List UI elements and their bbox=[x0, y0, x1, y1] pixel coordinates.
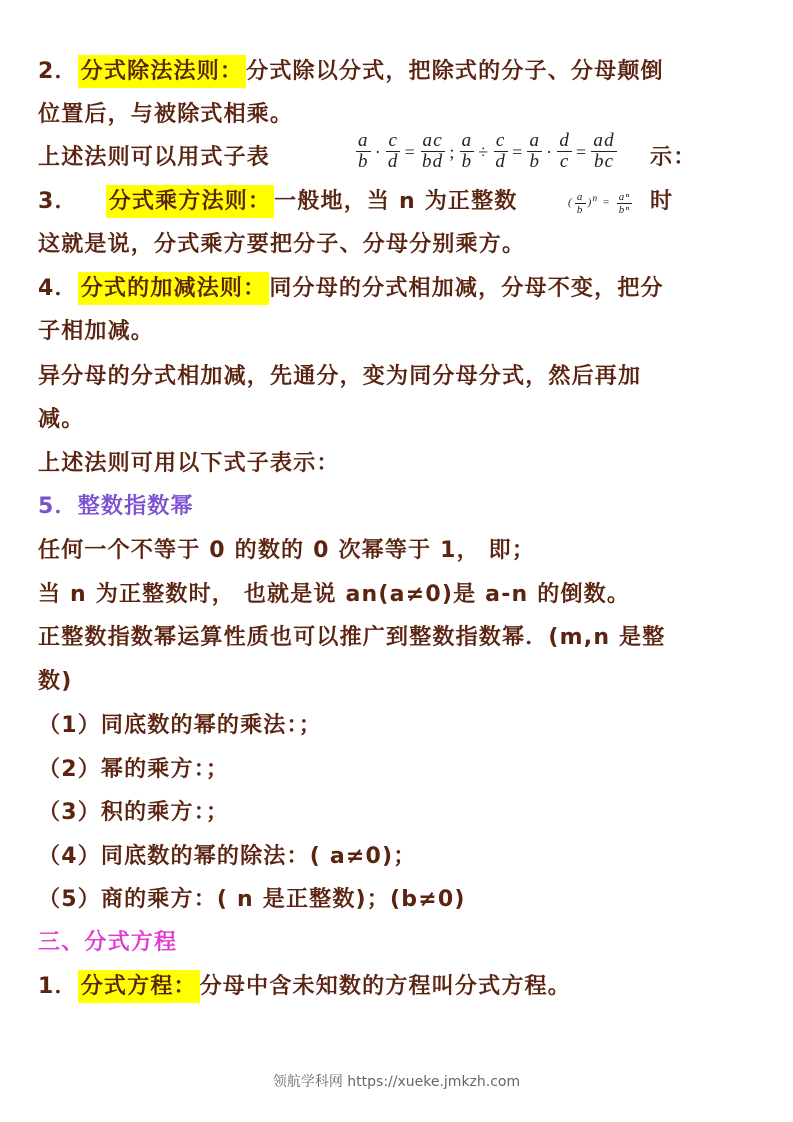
rule-title-highlight: 分式的加减法则： bbox=[78, 272, 270, 305]
exponent-rule-item: （1）同底数的幂的乘法：； bbox=[38, 713, 322, 738]
rule-text: 分母中含未知数的方程叫分式方程。 bbox=[199, 974, 571, 999]
power-formula: ( $\frac{a}{b}$ )$^n$ = $\frac{\text{aⁿ}}{\text{bⁿ}}$ bbox=[568, 190, 631, 216]
rule-text-end: 时 bbox=[650, 189, 674, 214]
section-4-line-1 bbox=[38, 274, 753, 304]
fraction: $\frac{ac}{bd}$ bbox=[421, 130, 444, 172]
rule-text: 同分母的分式相加减，分母不变，把分 bbox=[269, 276, 664, 301]
fraction: $\frac{a}{b}$ bbox=[529, 130, 541, 172]
rule-text: 分式除以分式，把除式的分子、分母颠倒 bbox=[246, 59, 664, 84]
section-3-line-1 bbox=[38, 187, 753, 217]
section-3-line-2: 这就是说，分式乘方要把分子、分母分别乘方。 bbox=[38, 232, 526, 257]
section-number: 3． bbox=[38, 189, 78, 214]
division-formula: $\frac{a}{b}$ · $\frac{c}{d}$ = $\frac{ac}{bd}$ ; $\frac{a}{b}$ ÷ $\frac{c}{d}$ = $\frac{a}{b}$ · $\frac{d}{c}$ = $\frac{ad}{bc}$ bbox=[358, 130, 615, 172]
section-5-line-2: 当 n 为正整数时， 也就是说 an(a≠0)是 a-n 的倒数。 bbox=[38, 582, 631, 607]
fraction: $\frac{ad}{bc}$ bbox=[593, 130, 615, 172]
fraction: $\frac{c}{d}$ bbox=[495, 130, 507, 172]
section-5-heading: 5．整数指数幂 bbox=[38, 494, 194, 519]
exponent-rule-item: （4）同底数的幂的除法：( a≠0)； bbox=[38, 844, 417, 869]
section-4-line-4: 减。 bbox=[38, 407, 85, 432]
section-2-line-2: 位置后，与被除式相乘。 bbox=[38, 102, 294, 127]
section-5-line-4: 数) bbox=[38, 669, 73, 694]
exponent-rule-item: （3）积的乘方：； bbox=[38, 800, 230, 825]
section-4-line-2: 子相加减。 bbox=[38, 319, 155, 344]
section-number: 2． bbox=[38, 59, 78, 84]
section-number: 4． bbox=[38, 276, 78, 301]
section-4-line-3: 异分母的分式相加减，先通分，变为同分母分式，然后再加 bbox=[38, 364, 642, 389]
exponent-rule-item: （5）商的乘方：( n 是正整数)；(b≠0) bbox=[38, 887, 466, 912]
fraction: $\frac{c}{d}$ bbox=[387, 130, 399, 172]
section-6-line-1 bbox=[38, 972, 753, 1002]
section-number: 1． bbox=[38, 974, 78, 999]
section-4-line-5: 上述法则可用以下式子表示： bbox=[38, 451, 340, 476]
formula-intro-text: 上述法则可以用式子表 bbox=[38, 145, 271, 170]
section-5-line-1: 任何一个不等于 0 的数的 0 次幂等于 1， 即； bbox=[38, 538, 536, 563]
exponent-rule-item: （2）幂的乘方：； bbox=[38, 757, 230, 782]
section-2-line-3 bbox=[38, 130, 753, 173]
rule-title-highlight: 分式乘方法则： bbox=[106, 185, 274, 218]
rule-text: 一般地，当 n 为正整数 bbox=[274, 189, 518, 214]
rule-title-highlight: 分式除法法则： bbox=[78, 55, 246, 88]
section-5-line-3: 正整数指数幂运算性质也可以推广到整数指数幂．(m,n 是整 bbox=[38, 625, 666, 650]
fraction: $\frac{a}{b}$ bbox=[461, 130, 473, 172]
formula-outro-text: 示： bbox=[650, 145, 697, 170]
section-2-line-1 bbox=[38, 57, 753, 87]
section-6-heading: 三、分式方程 bbox=[38, 930, 178, 955]
fraction: $\frac{a}{b}$ bbox=[358, 130, 369, 172]
fraction: $\frac{d}{c}$ bbox=[559, 130, 571, 172]
rule-title-highlight: 分式方程： bbox=[78, 970, 200, 1003]
page-footer: 领航学科网 https://xueke.jmkzh.com bbox=[272, 1074, 521, 1090]
